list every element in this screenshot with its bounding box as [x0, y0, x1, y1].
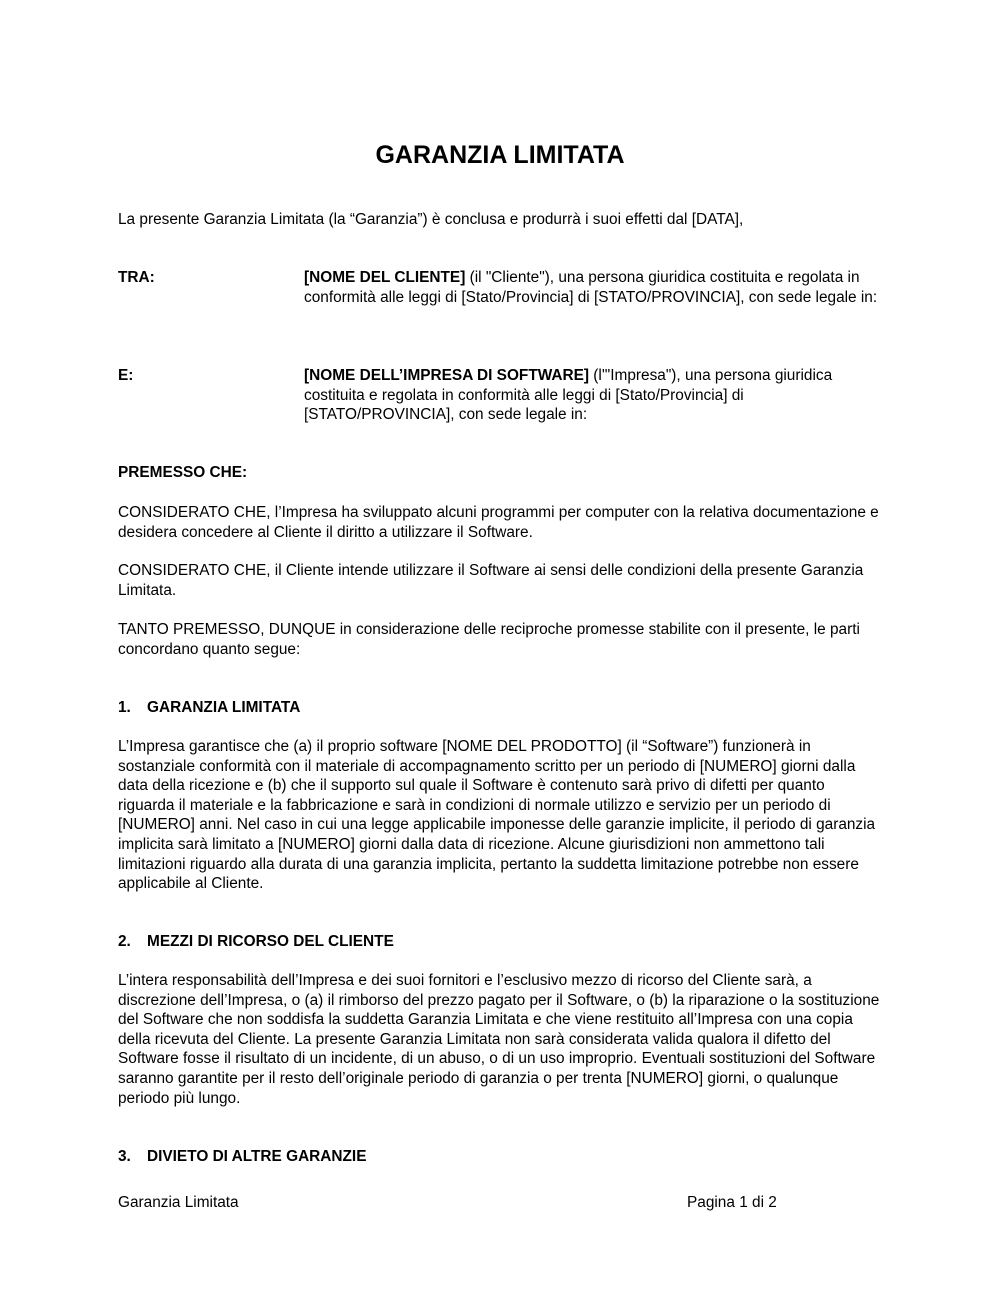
company-name: [NOME DELL’IMPRESA DI SOFTWARE] [304, 367, 590, 384]
footer-document-name: Garanzia Limitata [118, 1194, 239, 1211]
party-company [304, 366, 884, 425]
section-title: DIVIETO DI ALTRE GARANZIE [147, 1148, 367, 1165]
section-heading-3 [118, 1147, 366, 1167]
premesso-heading: PREMESSO CHE: [118, 464, 248, 481]
recital-paragraph: TANTO PREMESSO, DUNQUE in considerazione delle reciproche promesse stabilite con il presente, le parti concordano quanto segue: [118, 621, 860, 658]
section-heading-2 [118, 932, 394, 952]
client-description: (il "Cliente"), una persona giuridica costituita e regolata in conformità alle leggi di [Stato/Provincia] di [STATO/PROVINCIA], con sede legale in: [304, 269, 878, 306]
section-number: 2. [118, 933, 131, 950]
party-label-company: E: [118, 367, 134, 384]
section-title: GARANZIA LIMITATA [147, 699, 301, 716]
recital-paragraph: CONSIDERATO CHE, il Cliente intende utilizzare il Software ai sensi delle condizioni della presente Garanzia Limitata. [118, 562, 864, 599]
section-2-text: L’intera responsabilità dell’Impresa e dei suoi fornitori e l’esclusivo mezzo di ricorso del Cliente sarà, a discrezione dell’Impresa, o (a) il rimborso del prezzo pagato per il Software, o (b) la riparazione o la sostituzione del Software che non soddisfa la suddetta Garanzia Limitata e che viene restituito all’Impresa con una copia della ricevuta del Cliente. La presente Garanzia Limitata non sarà considerata valida qualora il difetto del Software fosse il risultato di un incidente, di un abuso, o di un uso improprio. Eventuali sostituzioni del Software saranno garantite per il resto dell’originale periodo di garanzia o per trenta [NUMERO] giorni, o qualunque periodo più lungo. [118, 972, 880, 1107]
company-description: (l'"Impresa"), una persona giuridica costituita e regolata in conformità alle leggi di [Stato/Provincia] di [STATO/PROVINCIA], con sede legale in: [304, 367, 833, 424]
client-name: [NOME DEL CLIENTE] [304, 269, 466, 286]
section-1-text: L’Impresa garantisce che (a) il proprio software [NOME DEL PRODOTTO] (il “Software”) funzionerà in sostanziale conformità con il materiale di accompagnamento scritto per un periodo di [NUMERO] giorni dalla data della ricezione e (b) che il supporto sul quale il Software è contenuto sarà privo di difetti per quanto riguarda il materiale e la fabbricazione e sarà in condizioni di normale utilizzo e servizio per un periodo di [NUMERO] anni. Nel caso in cui una legge applicabile imponesse delle garanzie implicite, il periodo di garanzia implicita sarà limitato a [NUMERO] giorni dalla data di ricezione. Alcune giurisdizioni non ammettono tali limitazioni riguardo alla durata di una garanzia implicita, pertanto la suddetta limitazione potrebbe non essere applicabile al Cliente. [118, 738, 876, 893]
party-client [304, 268, 884, 307]
section-number: 1. [118, 699, 131, 716]
footer-page-number: Pagina 1 di 2 [687, 1194, 777, 1211]
document-title: GARANZIA LIMITATA [375, 141, 625, 169]
section-heading-1 [118, 698, 300, 718]
recital-paragraph: CONSIDERATO CHE, l’Impresa ha sviluppato alcuni programmi per computer con la relativa documentazione e desidera concedere al Cliente il diritto a utilizzare il Software. [118, 504, 879, 541]
section-number: 3. [118, 1148, 131, 1165]
party-label-client: TRA: [118, 269, 155, 286]
intro-paragraph: La presente Garanzia Limitata (la “Garanzia”) è conclusa e produrrà i suoi effetti dal [DATA], [118, 211, 744, 228]
section-title: MEZZI DI RICORSO DEL CLIENTE [147, 933, 394, 950]
